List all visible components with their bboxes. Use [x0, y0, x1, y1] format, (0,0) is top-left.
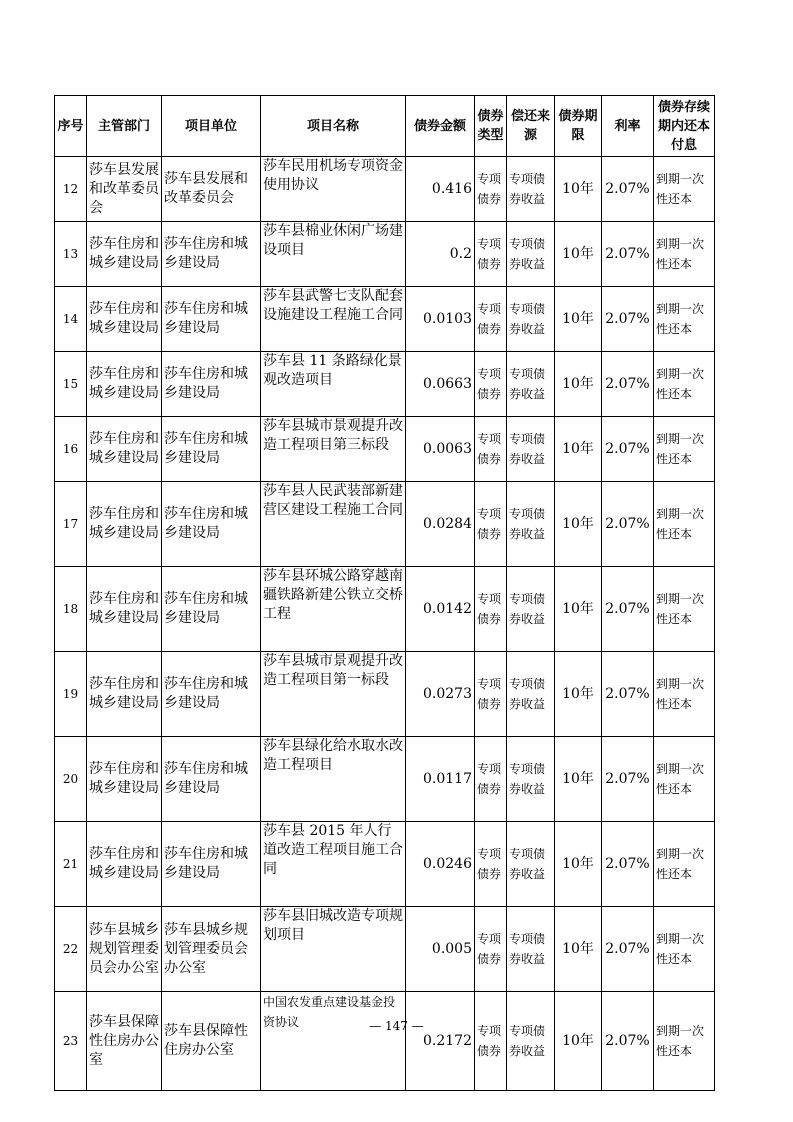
table-row	[55, 992, 715, 1091]
cell-pay: 到期一次性还本	[654, 822, 715, 907]
table-row	[55, 482, 715, 567]
cell-no: 17	[55, 482, 87, 567]
cell-name: 中国农发重点建设基金投资协议	[261, 992, 406, 1091]
cell-type: 专项债券	[475, 907, 507, 992]
cell-source: 专项债券收益	[507, 737, 555, 822]
cell-dept: 莎车县发展和改革委员会	[87, 157, 162, 222]
cell-type: 专项债券	[475, 352, 507, 417]
cell-type: 专项债券	[475, 567, 507, 652]
cell-unit: 莎车县保障性住房办公室	[162, 992, 261, 1091]
cell-unit: 莎车住房和城乡建设局	[162, 652, 261, 737]
cell-name: 莎车县棉业休闲广场建设项目	[261, 222, 406, 287]
cell-maturity: 10年	[555, 907, 602, 992]
cell-type: 专项债券	[475, 287, 507, 352]
cell-rate: 2.07%	[602, 157, 654, 222]
cell-amount: 0.0284	[406, 482, 475, 567]
cell-amount: 0.2	[406, 222, 475, 287]
cell-pay: 到期一次性还本	[654, 287, 715, 352]
cell-dept: 莎车住房和城乡建设局	[87, 287, 162, 352]
cell-source: 专项债券收益	[507, 222, 555, 287]
cell-rate: 2.07%	[602, 417, 654, 482]
cell-source: 专项债券收益	[507, 157, 555, 222]
cell-name: 莎车县城市景观提升改造工程项目第一标段	[261, 652, 406, 737]
cell-pay: 到期一次性还本	[654, 417, 715, 482]
header-pay: 债券存续期内还本付息	[654, 96, 715, 157]
cell-unit: 莎车住房和城乡建设局	[162, 482, 261, 567]
cell-source: 专项债券收益	[507, 992, 555, 1091]
cell-type: 专项债券	[475, 157, 507, 222]
table-row	[55, 907, 715, 992]
table-row	[55, 567, 715, 652]
bond-table	[54, 95, 715, 1091]
cell-no: 12	[55, 157, 87, 222]
cell-pay: 到期一次性还本	[654, 992, 715, 1091]
cell-maturity: 10年	[555, 822, 602, 907]
cell-no: 19	[55, 652, 87, 737]
cell-type: 专项债券	[475, 652, 507, 737]
cell-amount: 0.2172	[406, 992, 475, 1091]
cell-amount: 0.0063	[406, 417, 475, 482]
table-row	[55, 737, 715, 822]
cell-maturity: 10年	[555, 482, 602, 567]
table-row	[55, 157, 715, 222]
cell-no: 18	[55, 567, 87, 652]
cell-pay: 到期一次性还本	[654, 567, 715, 652]
cell-type: 专项债券	[475, 482, 507, 567]
cell-name: 莎车县绿化给水取水改造工程项目	[261, 737, 406, 822]
cell-maturity: 10年	[555, 737, 602, 822]
cell-amount: 0.005	[406, 907, 475, 992]
cell-no: 15	[55, 352, 87, 417]
cell-rate: 2.07%	[602, 287, 654, 352]
table-row	[55, 417, 715, 482]
cell-rate: 2.07%	[602, 737, 654, 822]
cell-type: 专项债券	[475, 737, 507, 822]
header-rate: 利率	[602, 96, 654, 157]
cell-no: 21	[55, 822, 87, 907]
cell-amount: 0.416	[406, 157, 475, 222]
cell-type: 专项债券	[475, 992, 507, 1091]
cell-source: 专项债券收益	[507, 822, 555, 907]
cell-maturity: 10年	[555, 992, 602, 1091]
cell-dept: 莎车县城乡规划管理委员会办公室	[87, 907, 162, 992]
cell-source: 专项债券收益	[507, 907, 555, 992]
cell-pay: 到期一次性还本	[654, 737, 715, 822]
header-type: 债券类型	[475, 96, 507, 157]
cell-unit: 莎车县发展和改革委员会	[162, 157, 261, 222]
cell-dept: 莎车县保障性住房办公室	[87, 992, 162, 1091]
cell-amount: 0.0663	[406, 352, 475, 417]
cell-rate: 2.07%	[602, 652, 654, 737]
cell-source: 专项债券收益	[507, 417, 555, 482]
cell-unit: 莎车住房和城乡建设局	[162, 222, 261, 287]
cell-type: 专项债券	[475, 222, 507, 287]
cell-pay: 到期一次性还本	[654, 482, 715, 567]
cell-unit: 莎车住房和城乡建设局	[162, 822, 261, 907]
cell-name: 莎车民用机场专项资金使用协议	[261, 157, 406, 222]
cell-type: 专项债券	[475, 822, 507, 907]
cell-amount: 0.0117	[406, 737, 475, 822]
cell-rate: 2.07%	[602, 907, 654, 992]
cell-no: 14	[55, 287, 87, 352]
cell-no: 13	[55, 222, 87, 287]
table-row	[55, 287, 715, 352]
cell-amount: 0.0246	[406, 822, 475, 907]
cell-source: 专项债券收益	[507, 287, 555, 352]
cell-amount: 0.0142	[406, 567, 475, 652]
cell-name: 莎车县 2015 年人行道改造工程项目施工合同	[261, 822, 406, 907]
cell-dept: 莎车住房和城乡建设局	[87, 652, 162, 737]
cell-maturity: 10年	[555, 157, 602, 222]
cell-unit: 莎车住房和城乡建设局	[162, 737, 261, 822]
cell-pay: 到期一次性还本	[654, 352, 715, 417]
cell-maturity: 10年	[555, 352, 602, 417]
cell-maturity: 10年	[555, 652, 602, 737]
cell-maturity: 10年	[555, 287, 602, 352]
cell-source: 专项债券收益	[507, 567, 555, 652]
cell-rate: 2.07%	[602, 352, 654, 417]
cell-dept: 莎车住房和城乡建设局	[87, 482, 162, 567]
cell-name: 莎车县旧城改造专项规划项目	[261, 907, 406, 992]
cell-name: 莎车县 11 条路绿化景观改造项目	[261, 352, 406, 417]
cell-rate: 2.07%	[602, 567, 654, 652]
cell-source: 专项债券收益	[507, 652, 555, 737]
table-row	[55, 822, 715, 907]
table-row	[55, 222, 715, 287]
cell-pay: 到期一次性还本	[654, 907, 715, 992]
cell-no: 22	[55, 907, 87, 992]
cell-unit: 莎车住房和城乡建设局	[162, 567, 261, 652]
cell-name: 莎车县人民武装部新建营区建设工程施工合同	[261, 482, 406, 567]
cell-rate: 2.07%	[602, 222, 654, 287]
cell-unit: 莎车住房和城乡建设局	[162, 352, 261, 417]
table-row	[55, 652, 715, 737]
header-no: 序号	[55, 96, 87, 157]
cell-dept: 莎车住房和城乡建设局	[87, 417, 162, 482]
page-number: — 147 —	[369, 1019, 424, 1033]
cell-maturity: 10年	[555, 417, 602, 482]
cell-dept: 莎车住房和城乡建设局	[87, 352, 162, 417]
cell-rate: 2.07%	[602, 822, 654, 907]
cell-dept: 莎车住房和城乡建设局	[87, 222, 162, 287]
cell-unit: 莎车住房和城乡建设局	[162, 417, 261, 482]
cell-type: 专项债券	[475, 417, 507, 482]
header-source: 偿还来源	[507, 96, 555, 157]
header-amount: 债券金额	[406, 96, 475, 157]
cell-dept: 莎车住房和城乡建设局	[87, 567, 162, 652]
cell-source: 专项债券收益	[507, 352, 555, 417]
header-unit: 项目单位	[162, 96, 261, 157]
cell-pay: 到期一次性还本	[654, 157, 715, 222]
cell-maturity: 10年	[555, 567, 602, 652]
cell-rate: 2.07%	[602, 482, 654, 567]
cell-no: 20	[55, 737, 87, 822]
header-row	[55, 96, 715, 157]
cell-name: 莎车县武警七支队配套设施建设工程施工合同	[261, 287, 406, 352]
cell-rate: 2.07%	[602, 992, 654, 1091]
cell-pay: 到期一次性还本	[654, 652, 715, 737]
cell-unit: 莎车住房和城乡建设局	[162, 287, 261, 352]
cell-source: 专项债券收益	[507, 482, 555, 567]
cell-amount: 0.0273	[406, 652, 475, 737]
cell-dept: 莎车住房和城乡建设局	[87, 822, 162, 907]
cell-name: 莎车县环城公路穿越南疆铁路新建公铁立交桥工程	[261, 567, 406, 652]
table-row	[55, 352, 715, 417]
cell-no: 16	[55, 417, 87, 482]
header-maturity: 债券期限	[555, 96, 602, 157]
cell-unit: 莎车县城乡规划管理委员会办公室	[162, 907, 261, 992]
cell-dept: 莎车住房和城乡建设局	[87, 737, 162, 822]
cell-no: 23	[55, 992, 87, 1091]
header-dept: 主管部门	[87, 96, 162, 157]
header-name: 项目名称	[261, 96, 406, 157]
cell-maturity: 10年	[555, 222, 602, 287]
cell-amount: 0.0103	[406, 287, 475, 352]
cell-name: 莎车县城市景观提升改造工程项目第三标段	[261, 417, 406, 482]
cell-pay: 到期一次性还本	[654, 222, 715, 287]
